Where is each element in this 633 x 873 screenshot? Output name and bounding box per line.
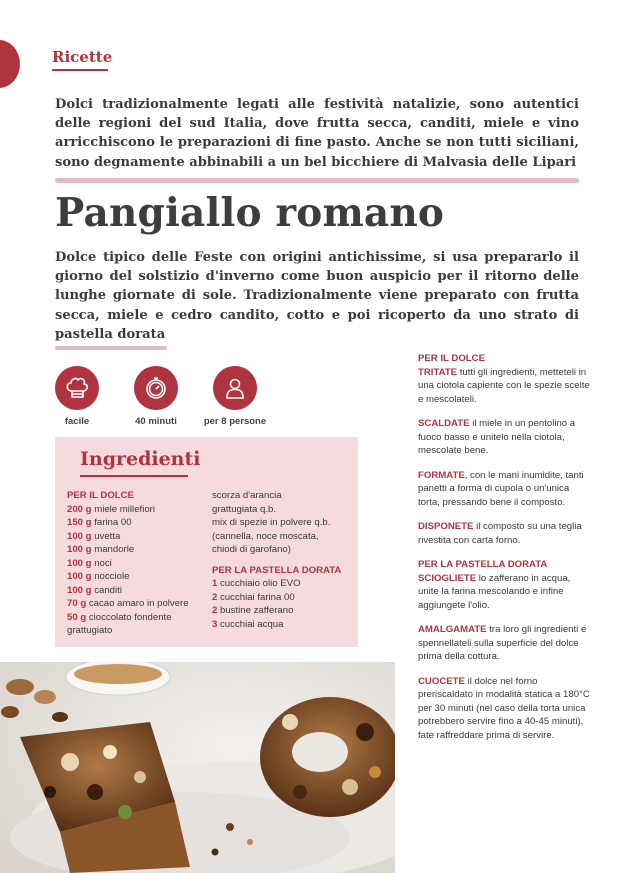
ingredient-name: noci bbox=[91, 557, 112, 569]
section-underline bbox=[52, 69, 108, 71]
ingredient-item bbox=[67, 557, 189, 571]
step-keyword: CUOCETE bbox=[418, 675, 465, 687]
step-keyword: DISPONETE bbox=[418, 521, 474, 532]
ingredient-name: grattugiato bbox=[67, 625, 113, 636]
ingredient-item bbox=[212, 618, 341, 632]
ingredient-name: cucchiai farina 00 bbox=[217, 591, 295, 603]
servings-info bbox=[180, 366, 290, 427]
ingredient-name: cucchiai acqua bbox=[217, 618, 284, 630]
page-tab-marker bbox=[0, 40, 20, 88]
ingredient-item bbox=[67, 516, 189, 530]
ingredient-name: nocciole bbox=[91, 571, 130, 582]
ingredient-item: grattugiata q.b. bbox=[212, 503, 277, 515]
step-keyword: SCALDATE bbox=[418, 418, 470, 429]
person-icon bbox=[213, 366, 257, 410]
ingredient-item bbox=[212, 604, 341, 618]
ingredient-name: miele millefiori bbox=[91, 503, 155, 515]
step-heading: PER LA PASTELLA DORATA bbox=[418, 559, 548, 570]
ingredient-name: cucchiaio olio EVO bbox=[217, 578, 301, 589]
ingredient-quantity: 100 g bbox=[67, 557, 92, 569]
ingredient-quantity: 70 g bbox=[67, 598, 87, 609]
ingredient-item: scorza d'arancia bbox=[212, 490, 282, 501]
ingredient-name: cioccolato fondente bbox=[86, 611, 172, 623]
preparation-steps bbox=[418, 352, 590, 753]
ingredient-item bbox=[67, 597, 189, 611]
step-text: il miele in un pentolino a fuoco basso e unitelo nella ciotola, mescolate bene. bbox=[418, 418, 576, 456]
ingredient-quantity: 100 g bbox=[67, 571, 92, 582]
ingredient-item bbox=[212, 591, 341, 605]
chef-hat-icon bbox=[55, 366, 99, 410]
step-heading: PER IL DOLCE bbox=[418, 353, 485, 364]
intro-text: Dolci tradizionalmente legati alle festività natalizie, sono autentici delle regioni del sud Italia, dove frutta secca, canditi, miele e vino arricchiscono le preparazioni di fine pasto. Anche se non tutti siciliani, sono degnamente abbinabili a un bel bicchiere di Malvasia delle Lipari bbox=[55, 97, 579, 170]
ingredient-item bbox=[67, 624, 189, 638]
ingredients-box bbox=[55, 437, 358, 647]
ingredient-item bbox=[67, 584, 189, 598]
preparation-step bbox=[418, 352, 590, 406]
ingredient-quantity: 100 g bbox=[67, 530, 92, 542]
ingredient-item bbox=[67, 530, 189, 544]
ingredient-name: farina 00 bbox=[91, 517, 132, 528]
step-text: lo zafferano in acqua, unite la farina mescolando e infine aggiungete l'olio. bbox=[418, 572, 571, 611]
ingredients-title-underline bbox=[80, 475, 188, 477]
preparation-step bbox=[418, 417, 590, 458]
pangiallo-photo bbox=[0, 662, 395, 873]
step-keyword: SCIOGLIETE bbox=[418, 572, 477, 584]
ingredient-item bbox=[67, 503, 189, 517]
ingredient-name: cacao amaro in polvere bbox=[86, 598, 189, 609]
ingredient-name: bustine zafferano bbox=[217, 605, 294, 616]
ingredients-heading-dessert: PER IL DOLCE bbox=[67, 490, 134, 501]
step-text: tutti gli ingredienti, metteteli in una ciotola capiente con le spezie scelte e mescolateli. bbox=[418, 366, 590, 405]
ingredient-quantity: 100 g bbox=[67, 544, 92, 555]
preparation-step bbox=[418, 675, 590, 743]
preparation-step bbox=[418, 520, 590, 547]
ingredient-quantity: 200 g bbox=[67, 503, 92, 515]
ingredient-item: chiodi di garofano) bbox=[212, 544, 291, 555]
ingredients-heading-batter: PER LA PASTELLA DORATA bbox=[212, 564, 342, 576]
step-text: , con le mani inumidite, tanti panetti a forma di cupola o un'unica torta, pressando bene il composto. bbox=[418, 469, 584, 508]
ingredients-column-extra bbox=[212, 489, 341, 631]
recipe-description: Dolce tipico delle Feste con origini antichissime, si usa prepararlo il giorno del solstizio d'inverno come buon auspicio per il ritorno delle lunghe giornate di sole. Tradizionalmente viene preparato con frutta secca, miele e cedro candito, cotto e poi ricoperto da uno strato di pastella dorata bbox=[55, 250, 579, 342]
ingredients-title: Ingredienti bbox=[80, 448, 201, 470]
ingredient-quantity: 2 bbox=[212, 605, 218, 616]
stopwatch-icon bbox=[134, 366, 178, 410]
recipe-title: Pangiallo romano bbox=[55, 190, 445, 236]
difficulty-label: facile bbox=[64, 416, 90, 427]
ingredient-name: mandorle bbox=[91, 544, 135, 555]
step-keyword: AMALGAMATE bbox=[418, 624, 487, 635]
ingredient-quantity: 150 g bbox=[67, 517, 92, 528]
ingredient-name: canditi bbox=[91, 584, 122, 596]
ingredient-quantity: 1 bbox=[212, 578, 218, 589]
ingredient-item: mix di spezie in polvere q.b. bbox=[212, 517, 331, 528]
step-text: il composto su una teglia rivestita con carta forno. bbox=[418, 521, 582, 546]
description-underline bbox=[55, 346, 167, 350]
ingredient-item bbox=[67, 570, 189, 584]
ingredient-item bbox=[67, 543, 189, 557]
ingredient-item bbox=[212, 577, 341, 591]
step-keyword: FORMATE bbox=[418, 469, 465, 481]
preparation-step bbox=[418, 623, 590, 664]
time-label: 40 minuti bbox=[135, 416, 177, 427]
step-text: tra loro gli ingredienti e spennellateli sulla superficie del dolce prima della cottura. bbox=[418, 624, 587, 662]
ingredient-quantity: 3 bbox=[212, 618, 218, 630]
ingredient-quantity: 100 g bbox=[67, 584, 92, 596]
ingredient-name: uvetta bbox=[91, 530, 121, 542]
step-keyword: TRITATE bbox=[418, 366, 458, 378]
intro-divider bbox=[55, 178, 579, 183]
step-text: il dolce nel forno preriscaldato in modalità statica a 180°C per 30 minuti (nel caso della torta unica potrebbero servire fino a 40-45 minuti), fate raffreddare prima di servire. bbox=[418, 675, 590, 741]
ingredients-column-dessert bbox=[67, 489, 189, 638]
servings-label: per 8 persone bbox=[203, 416, 267, 427]
preparation-step bbox=[418, 469, 590, 510]
preparation-step bbox=[418, 558, 590, 612]
ingredient-item: (cannella, noce moscata, bbox=[212, 530, 319, 542]
ingredient-quantity: 2 bbox=[212, 591, 218, 603]
ingredient-item bbox=[67, 611, 189, 625]
ingredient-quantity: 50 g bbox=[67, 611, 87, 623]
section-label: Ricette bbox=[52, 48, 113, 66]
